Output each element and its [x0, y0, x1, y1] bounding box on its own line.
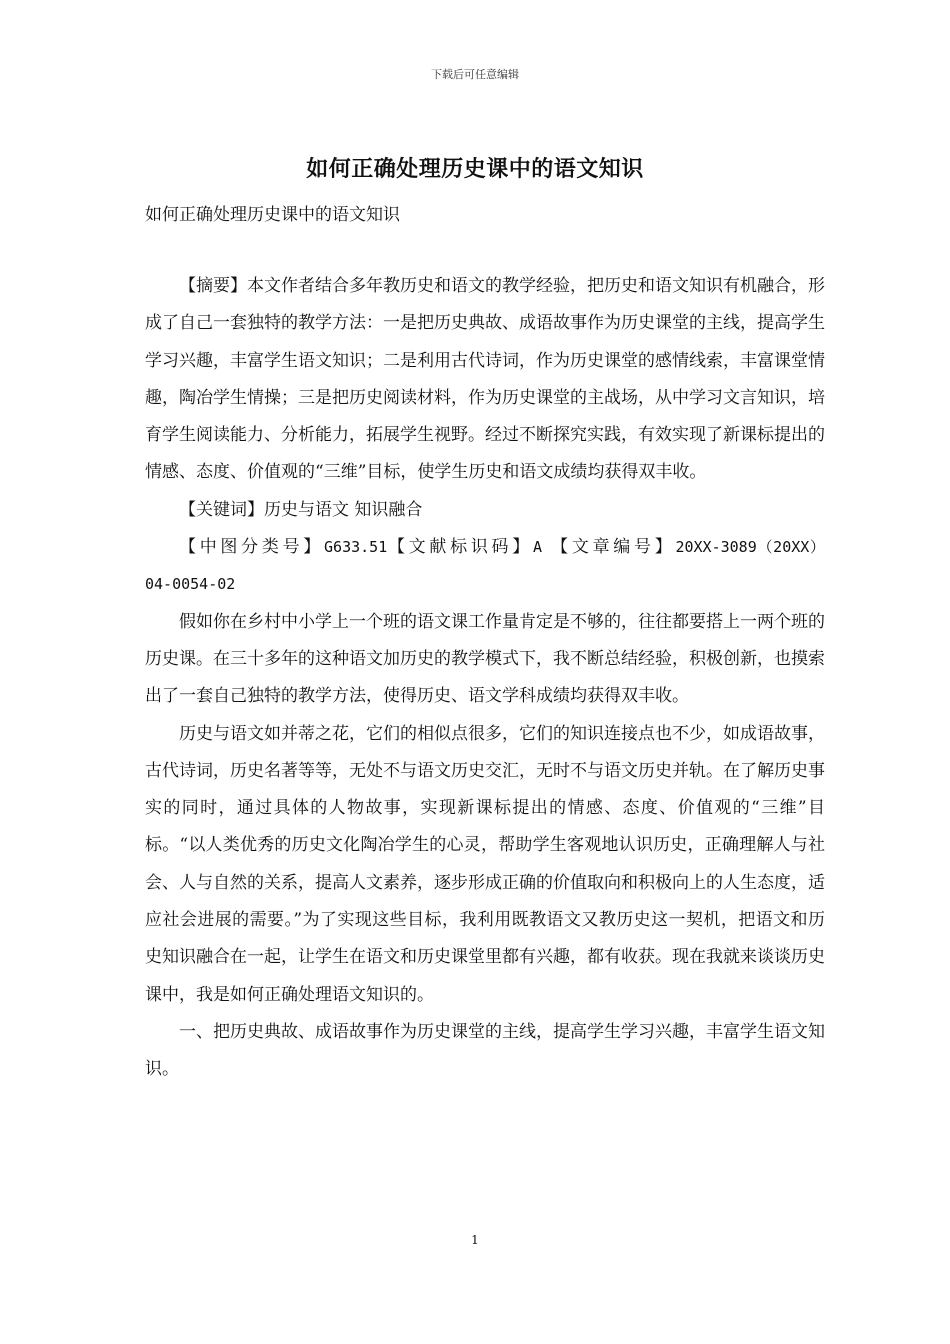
classification-paragraph — [145, 529, 825, 604]
document-body — [145, 268, 825, 1089]
article-number-value: 20XX-3089（20XX）04-0054-02 — [145, 538, 826, 594]
body-paragraph: 假如你在乡村中小学上一个班的语文课工作量肯定是不够的，往往都要搭上一两个班的历史课。在三十多年的这种语文加历史的教学模式下，我不断总结经验，积极创新，也摸索出了一套自己独特的教学方法，使得历史、语文学科成绩均获得双丰收。 — [145, 611, 825, 707]
doc-code-label: 【文献标识码】 — [387, 537, 533, 558]
clc-label: 【中图分类号】 — [179, 537, 325, 558]
document-title: 如何正确处理历史课中的语文知识 — [306, 156, 644, 182]
page-header-note: 下载后可任意编辑 — [431, 68, 519, 81]
clc-value: G633.51 — [324, 538, 388, 557]
page-number: 1 — [471, 1233, 479, 1247]
keywords-paragraph: 【关键词】历史与语文 知识融合 — [179, 499, 423, 520]
body-paragraph: 历史与语文如并蒂之花，它们的相似点很多，它们的知识连接点也不少，如成语故事，古代诗词，历史名著等等，无处不与语文历史交汇，无时不与语文历史并轨。在了解历史事实的同时，通过具体的人物故事，实现新课标提出的情感、态度、价值观的“三维”目标。“以人类优秀的历史文化陶冶学生的心灵，帮助学生客观地认识历史，正确理解人与社会、人与自然的关系，提高人文素养，逐步形成正确的价值取向和积极向上的人生态度，适应社会进展的需要。”为了实现这些目标，我利用既教语文又教历史这一契机，把语文和历史知识融合在一起，让学生在语文和历史课堂里都有兴趣，都有收获。现在我就来谈谈历史课中，我是如何正确处理语文知识的。 — [145, 723, 825, 1005]
section-heading-paragraph: 一、把历史典故、成语故事作为历史课堂的主线，提高学生学习兴趣，丰富学生语文知识。 — [145, 1021, 825, 1080]
doc-code-value: A — [533, 538, 543, 557]
article-number-label: 【文章编号】 — [551, 537, 676, 558]
document-subtitle: 如何正确处理历史课中的语文知识 — [145, 205, 400, 225]
abstract-paragraph: 【摘要】本文作者结合多年教历史和语文的教学经验，把历史和语文知识有机融合，形成了自己一套独特的教学方法：一是把历史典故、成语故事作为历史课堂的主线，提高学生学习兴趣，丰富学生语文知识；二是利用古代诗词，作为历史课堂的感情线索，丰富课堂情趣，陶冶学生情操；三是把历史阅读材料，作为历史课堂的主战场，从中学习文言知识，培育学生阅读能力、分析能力，拓展学生视野。经过不断探究实践，有效实现了新课标提出的情感、态度、价值观的“三维”目标，使学生历史和语文成绩均获得双丰收。 — [145, 276, 825, 483]
